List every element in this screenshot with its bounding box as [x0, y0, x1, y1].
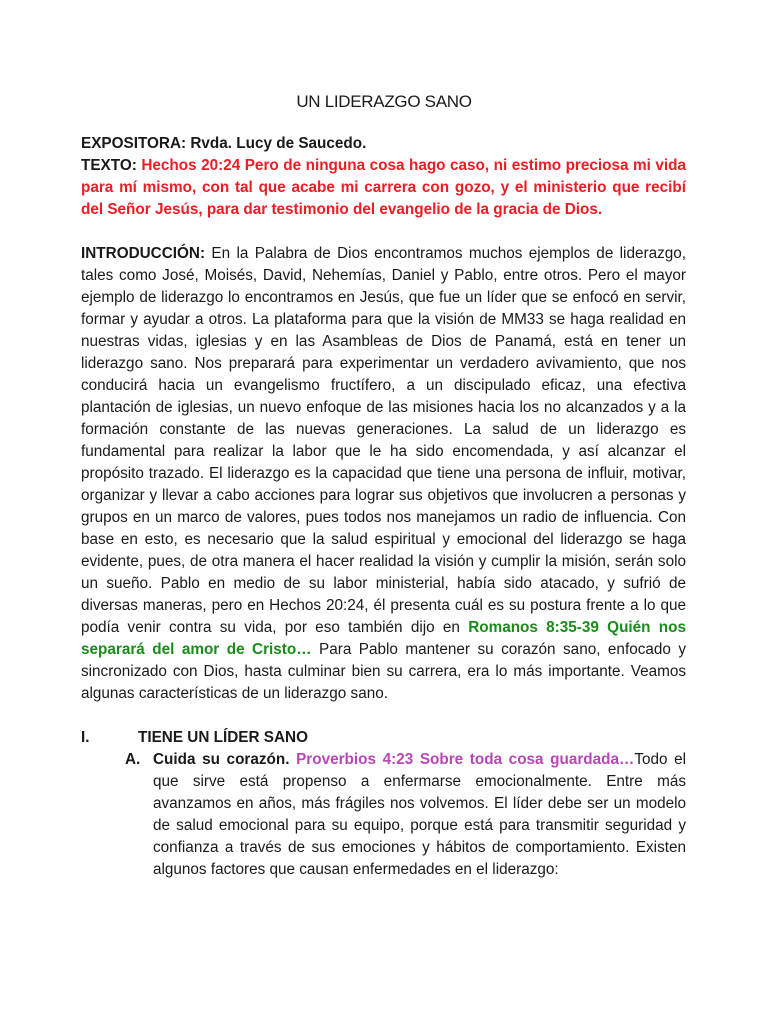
subsection-a-body: Todo el que sirve está propenso a enfermarse emocionalmente. Entre más avanzamos en años, más frágiles nos volvemos. El líder debe ser un modelo de salud emocional para su equipo, porque está para transmitir seguridad y confianza a través de sus emociones y hábitos de comportamiento. Existen algunos factores que causan enfermedades en el liderazgo: — [153, 751, 686, 878]
page-title: UN LIDERAZGO SANO — [296, 92, 472, 111]
subsection-a-letter: A. — [125, 751, 141, 768]
subsection-a-paragraph — [153, 749, 686, 881]
subsection-a — [81, 749, 686, 881]
introduccion-body-2: Para Pablo mantener su corazón sano, enfocado y sincronizado con Dios, hasta culminar bien su carrera, era lo más importante. Veamos algunas características de un liderazgo sano. — [81, 641, 686, 702]
subsection-a-heading: Cuida su corazón. — [153, 751, 290, 768]
introduccion-label: INTRODUCCIÓN: — [81, 245, 206, 262]
expositora-label: EXPOSITORA: — [81, 135, 187, 152]
texto-label: TEXTO: — [81, 157, 137, 174]
section-1-title: TIENE UN LÍDER SANO — [138, 729, 308, 746]
texto-paragraph — [81, 155, 686, 221]
introduccion-body-1: En la Palabra de Dios encontramos muchos ejemplos de liderazgo, tales como José, Moisés, David, Nehemías, Daniel y Pablo, entre otros. Pero el mayor ejemplo de liderazgo lo encontramos en Jesús, que fue un líder que se enfocó en servir, formar y ayudar a otros. La plataforma para que la visión de MM33 se haga realidad en nuestras vidas, iglesias y en las Asambleas de Dios de Panamá, está en tener un liderazgo sano. Nos preparará para experimentar un verdadero avivamiento, que nos conducirá hacia un evangelismo fructífero, a un discipulado eficaz, una efectiva plantación de iglesias, un nuevo enfoque de las misiones hacia los no alcanzados y a la formación constante de las nuevas generaciones. La salud de un liderazgo es fundamental para realizar la labor que le ha sido encomendada, y así alcanzar el propósito trazado. El liderazgo es la capacidad que tiene una persona de influir, motivar, organizar y llevar a cabo acciones para lograr sus objetivos que involucren a personas y grupos en un marco de valores, pues todos nos manejamos un radio de influencia. Con base en esto, es necesario que la salud espiritual y emocional del liderazgo se haga evidente, pues, de otra manera el hacer realidad la visión y cumplir la misión, serán solo un sueño. Pablo en medio de su labor ministerial, había sido atacado, y sufrió de diversas maneras, pero en Hechos 20:24, él presenta cuál es su postura frente a lo que podía venir contra su vida, por eso también dijo en — [81, 245, 686, 636]
section-1-number: I. — [81, 729, 90, 746]
introduccion-verse: Romanos 8:35-39 Quién nos separará del amor de Cristo… — [81, 619, 686, 658]
section-1-heading — [81, 727, 686, 749]
expositora-line — [81, 133, 686, 155]
introduccion-paragraph — [81, 243, 686, 705]
expositora-value: Rvda. Lucy de Saucedo. — [190, 135, 367, 152]
subsection-a-verse: Proverbios 4:23 Sobre toda cosa guardada… — [289, 751, 635, 768]
paragraph-gap — [81, 221, 686, 243]
texto-verse: Hechos 20:24 Pero de ninguna cosa hago caso, ni estimo preciosa mi vida para mí mismo, con tal que acabe mi carrera con gozo, y el ministerio que recibí del Señor Jesús, para dar testimonio del evangelio de la gracia de Dios. — [81, 157, 686, 218]
document-body — [81, 133, 686, 881]
